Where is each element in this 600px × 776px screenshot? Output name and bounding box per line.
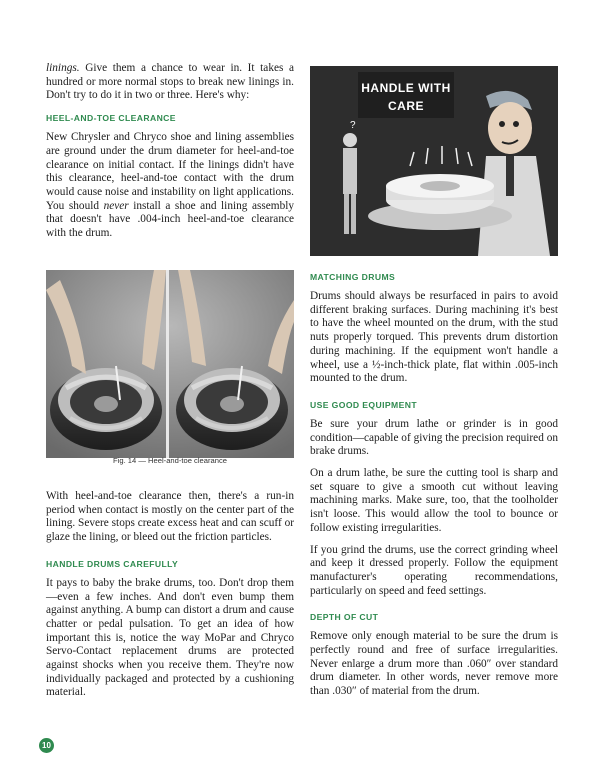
handle-drums-paragraph: It pays to baby the brake drums, too. Don't drop them—even a few inches. And don't even bump them against anything. A bump can distort a drum and cause chatter or pedal pulsation. To get an idea of how important this is, notice the way MoPar and Chryco Servo-Contact replacement drums are protected against shocks when you receive them. They're now individually packaged and protected by a cushioning material.	[46, 576, 294, 699]
depth-of-cut-heading: DEPTH OF CUT	[310, 612, 379, 623]
intro-italic: linings.	[46, 62, 80, 74]
use-good-equipment-heading: USE GOOD EQUIPMENT	[310, 399, 417, 410]
handle-with-care-cartoon	[310, 66, 558, 256]
intro-paragraph	[46, 62, 294, 103]
handle-drums-heading: HANDLE DRUMS CAREFULLY	[46, 558, 179, 569]
heel-and-toe-heading: HEEL-AND-TOE CLEARANCE	[46, 113, 176, 124]
left-column-top	[46, 62, 294, 249]
figure-caption: Fig. 14 — Heel-and-toe clearance	[113, 456, 227, 465]
sign-line-1: HANDLE WITH	[361, 81, 451, 95]
left-column-bottom	[46, 490, 294, 708]
heel-text-b: install a shoe and lining assembly that doesn't have .004-inch heel-and-toe clearance with the drum.	[46, 199, 294, 240]
intro-text: Give them a chance to wear in. It takes a hundred or more normal stops to break new linings in. Don't try to do it in two or three. Here's why:	[46, 62, 294, 102]
page-number-badge: 10	[39, 738, 54, 753]
heel-and-toe-paragraph	[46, 131, 294, 241]
heel-text-a: New Chrysler and Chryco shoe and lining assemblies are ground under the drum diameter for heel-and-toe clearance on initial contact. If the linings didn't have this clearance, heel-and-toe contact with the drum would cause noise and instability on light applications. You should	[46, 131, 294, 212]
equipment-paragraph-3: If you grind the drums, use the correct grinding wheel and keep it dressed properly. Follow the equipment manufacturer's operating recommendations, particularly on speed and feed settings.	[310, 543, 558, 597]
matching-drums-heading: MATCHING DRUMS	[310, 272, 396, 282]
cartoon-illustration	[310, 66, 558, 256]
question-mark: ?	[350, 120, 356, 131]
heel-italic-never: never	[103, 199, 129, 212]
sign-line-2: CARE	[387, 99, 425, 113]
run-in-paragraph: With heel-and-toe clearance then, there's a run-in period when contact is mostly on the center part of the lining. Severe stops create excess heat and can scuff or glaze the lining, or bleed out the friction particles.	[46, 490, 294, 544]
equipment-paragraph-1: Be sure your drum lathe or grinder is in good condition—capable of giving the precision required on brake drums.	[310, 417, 558, 458]
heel-and-toe-photo	[46, 270, 294, 458]
equipment-paragraph-2: On a drum lathe, be sure the cutting tool is sharp and set square to give a smooth cut without leaving machining marks. Make sure, too, that the toolholder isn't loose. This would allow the tool to bounce or follow existing irregularities.	[310, 467, 558, 534]
depth-of-cut-paragraph: Remove only enough material to be sure the drum is perfectly round and free of surface irregularities. Never enlarge a drum more than .060″ over standard drum diameter. In other words, never remove more than .030″ of material from the drum.	[310, 630, 558, 698]
brake-drum-photo-illustration	[46, 270, 294, 458]
right-column	[310, 272, 558, 707]
matching-drums-paragraph: Drums should always be resurfaced in pairs to avoid different braking surfaces. During machining it's best to have the wheel mounted on the drum, with the stud nuts properly torqued. This prevents drum distortion during machining. If the equipment won't handle a wheel, use a ½-inch-thick plate, flat within .005-inch mounted to the drum.	[310, 290, 558, 385]
